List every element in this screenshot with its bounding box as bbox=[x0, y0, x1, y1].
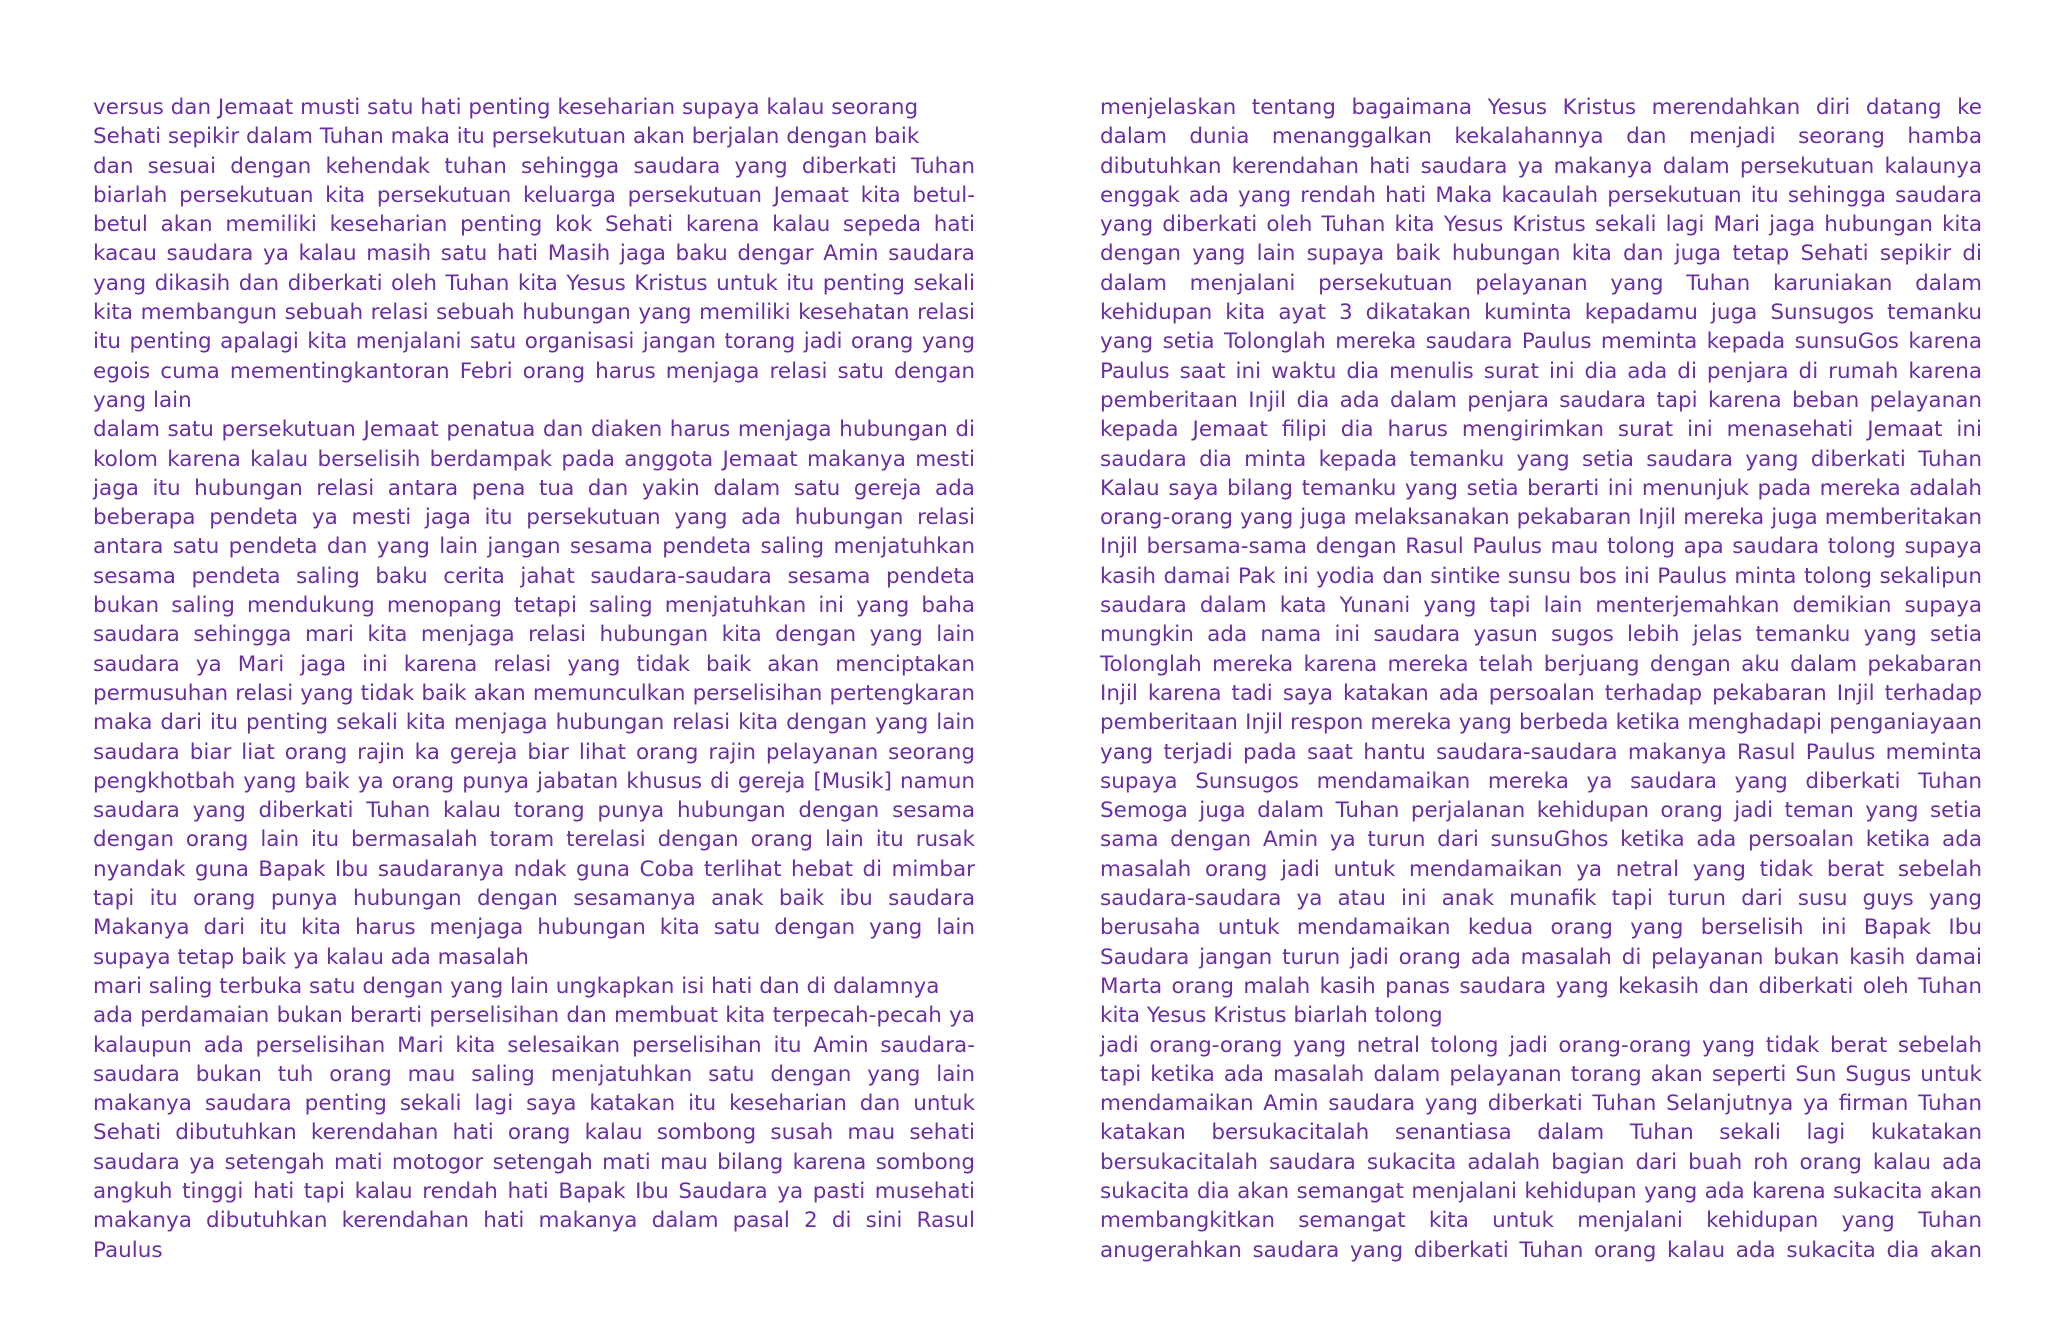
paragraph: dalam satu persekutuan Jemaat penatua dan diaken harus menjaga hubungan di kolom karena kalau berselisih berdampak pada anggota Jemaat makanya mesti jaga itu hubungan relasi antara pena tua dan yakin dalam satu gereja ada beberapa pendeta ya mesti jaga itu persekutuan yang ada hubungan relasi antara satu pendeta dan yang lain jangan sesama pendeta saling menjatuhkan sesama pendeta saling baku cerita jahat saudara-saudara sesama pendeta bukan saling mendukung menopang tetapi saling menjatuhkan ini yang baha saudara sehingga mari kita menjaga relasi hubungan kita dengan yang lain saudara ya Mari jaga ini karena relasi yang tidak baik akan menciptakan permusuhan relasi yang tidak baik akan memunculkan perselisihan pertengkaran maka dari itu penting sekali kita menjaga hubungan relasi kita dengan yang lain saudara biar liat orang rajin ka gereja biar lihat orang rajin pelayanan seorang pengkhotbah yang baik ya orang punya jabatan khusus di gereja [Musik] namun saudara yang diberkati Tuhan kalau torang punya hubungan dengan sesama dengan orang lain itu bermasalah toram terelasi dengan orang lain itu rusak nyandak guna Bapak Ibu saudaranya ndak guna Coba terlihat hebat di mimbar tapi itu orang punya hubungan dengan sesamanya anak baik ibu saudara Makanya dari itu kita harus menjaga hubungan kita satu dengan yang lain supaya tetap baik ya kalau ada masalah bbox=[93, 417, 975, 970]
paragraph: mari saling terbuka satu dengan yang lain ungkapkan isi hati dan di dalamnya bbox=[93, 973, 940, 999]
paragraph: Sehati sepikir dalam Tuhan maka itu persekutuan akan berjalan dengan baik bbox=[93, 124, 920, 150]
paragraph: versus dan Jemaat musti satu hati penting keseharian supaya kalau seorang bbox=[93, 95, 919, 120]
paragraph: ada perdamaian bukan berarti perselisihan dan membuat kita terpecah-pecah ya kalaupun ada perselisihan Mari kita selesaikan perselisihan itu Amin saudara-saudara bukan tuh orang mau saling menjatuhkan satu dengan yang lain makanya saudara penting sekali lagi saya katakan itu keseharian dan untuk Sehati dibutuhkan kerendahan hati orang kalau sombong susah mau sehati saudara ya setengah mati motogor setengah mati mau bilang karena sombong angkuh tinggi hati tapi kalau rendah hati Bapak Ibu Saudara ya pasti musehati makanya dibutuhkan kerendahan hati makanya dalam pasal 2 di sini Rasul Paulus bbox=[93, 1003, 975, 1263]
left-column bbox=[93, 93, 975, 1265]
paragraph: jadi orang-orang yang netral tolong jadi orang-orang yang tidak berat sebelah tapi ketika ada masalah dalam pelayanan torang akan seperti Sun Sugus untuk mendamaikan Amin saudara yang diberkati Tuhan Selanjutnya ya firman Tuhan katakan bersukacitalah senantiasa dalam Tuhan sekali lagi kukatakan bersukacitalah saudara sukacita adalah bagian dari buah roh orang kalau ada sukacita dia akan semangat menjalani kehidupan yang ada karena sukacita akan membangkitkan semangat kita untuk menjalani kehidupan yang Tuhan anugerahkan saudara yang diberkati Tuhan orang kalau ada sukacita dia akan bbox=[1100, 1032, 1982, 1263]
paragraph: dan sesuai dengan kehendak tuhan sehingga saudara yang diberkati Tuhan biarlah persekutuan kita persekutuan keluarga persekutuan Jemaat kita betul-betul akan memiliki keseharian penting kok Sehati karena kalau sepeda hati kacau saudara ya kalau masih satu hati Masih jaga baku dengar Amin saudara yang dikasih dan diberkati oleh Tuhan kita Yesus Kristus untuk itu penting sekali kita membangun sebuah relasi sebuah hubungan yang memiliki kesehatan relasi itu penting apalagi kita menjalani satu organisasi jangan torang jadi orang yang egois cuma mementingkantoran Febri orang harus menjaga relasi satu dengan yang lain bbox=[93, 153, 975, 413]
right-column bbox=[1100, 93, 1982, 1265]
paragraph: menjelaskan tentang bagaimana Yesus Kristus merendahkan diri datang ke dalam dunia menanggalkan kekalahannya dan menjadi seorang hamba dibutuhkan kerendahan hati saudara ya makanya dalam persekutuan kalaunya enggak ada yang rendah hati Maka kacaulah persekutuan itu sehingga saudara yang diberkati oleh Tuhan kita Yesus Kristus sekali lagi Mari jaga hubungan kita dengan yang lain supaya baik hubungan kita dan juga tetap Sehati sepikir di dalam menjalani persekutuan pelayanan yang Tuhan karuniakan dalam kehidupan kita ayat 3 dikatakan kuminta kepadamu juga Sunsugos temanku yang setia Tolonglah mereka saudara Paulus meminta kepada sunsuGos karena Paulus saat ini waktu dia menulis surat ini dia ada di penjara di rumah karena pemberitaan Injil dia ada dalam penjara saudara tapi karena beban pelayanan kepada Jemaat filipi dia harus mengirimkan surat ini menasehati Jemaat ini saudara dia minta kepada temanku yang setia saudara yang diberkati Tuhan Kalau saya bilang temanku yang setia berarti ini menunjuk pada mereka adalah orang-orang yang juga melaksanakan pekabaran Injil mereka juga memberitakan Injil bersama-sama dengan Rasul Paulus mau tolong apa saudara tolong supaya kasih damai Pak ini yodia dan sintike sunsu bos ini Paulus minta tolong sekalipun saudara dalam kata Yunani yang tapi lain menterjemahkan demikian supaya mungkin ada nama ini saudara yasun sugos lebih jelas temanku yang setia Tolonglah mereka karena mereka telah berjuang dengan aku dalam pekabaran Injil karena tadi saya katakan ada persoalan terhadap pekabaran Injil terhadap pemberitaan Injil respon mereka yang berbeda ketika menghadapi penganiayaan yang terjadi pada saat hantu saudara-saudara makanya Rasul Paulus meminta supaya Sunsugos mendamaikan mereka ya saudara yang diberkati Tuhan Semoga juga dalam Tuhan perjalanan kehidupan orang jadi teman yang setia sama dengan Amin ya turun dari sunsuGhos ketika ada persoalan ketika ada masalah orang jadi untuk mendamaikan ya netral yang tidak berat sebelah saudara-saudara ya atau ini anak munafik tapi turun dari susu guys yang berusaha untuk mendamaikan kedua orang yang berselisih ini Bapak Ibu Saudara jangan turun jadi orang ada masalah di pelayanan bukan kasih damai Marta orang malah kasih panas saudara yang kekasih dan diberkati oleh Tuhan kita Yesus Kristus biarlah tolong bbox=[1100, 95, 1982, 1029]
